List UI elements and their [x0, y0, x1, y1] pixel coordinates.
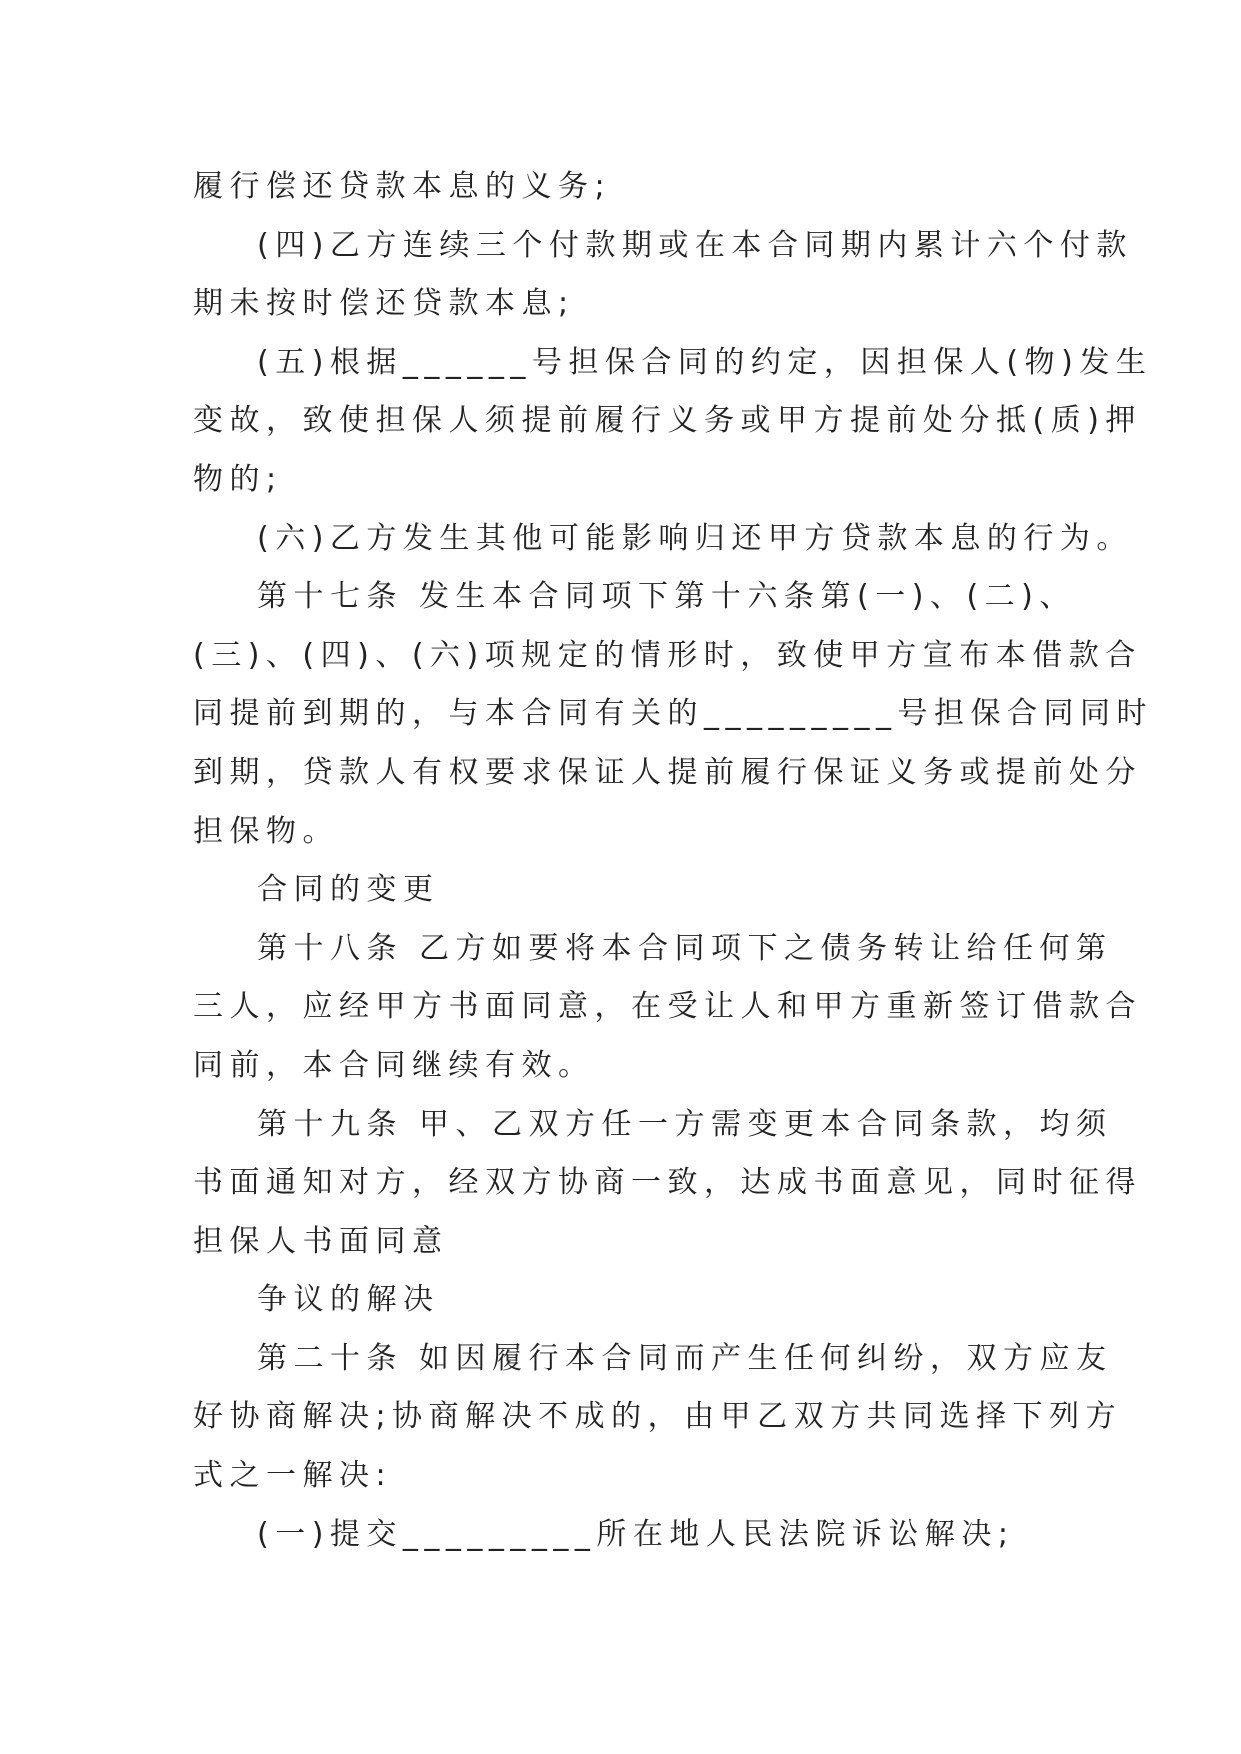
- text-line: 担保物。: [193, 813, 339, 849]
- text-line: 物的;: [193, 461, 283, 497]
- text-line: 三人，应经甲方书面同意，在受让人和甲方重新签订借款合: [193, 989, 1142, 1025]
- text-line: 第二十条 如因履行本合同而产生任何纠纷，双方应友: [257, 1340, 1113, 1376]
- text-line: (三)、(四)、(六)项规定的情形时，致使甲方宣布本借款合: [193, 637, 1142, 673]
- text-line: (一)提交_________所在地人民法院诉讼解决;: [257, 1516, 1015, 1552]
- text-line: 第十九条 甲、乙双方任一方需变更本合同条款，均须: [257, 1106, 1113, 1142]
- text-line: 到期，贷款人有权要求保证人提前履行保证义务或提前处分: [193, 754, 1142, 790]
- section-heading: 合同的变更: [257, 872, 440, 908]
- text-line: 同前，本合同继续有效。: [193, 1047, 595, 1083]
- text-line: 第十八条 乙方如要将本合同项下之债务转让给任何第: [257, 930, 1113, 966]
- text-line: 第十七条 发生本合同项下第十六条第(一)、(二)、: [257, 579, 1076, 615]
- text-line: 变故，致使担保人须提前履行义务或甲方提前处分抵(质)押: [193, 403, 1142, 439]
- text-line: 履行偿还贷款本息的义务;: [193, 169, 612, 204]
- text-line: 同提前到期的，与本合同有关的_________号担保合同同时: [193, 696, 1153, 732]
- contract-text: [193, 158, 1153, 1564]
- text-line: 好协商解决;协商解决不成的，由甲乙双方共同选择下列方: [193, 1399, 1123, 1435]
- section-heading: 争议的解决: [257, 1282, 440, 1318]
- text-line: (四)乙方连续三个付款期或在本合同期内累计六个付款: [257, 227, 1133, 263]
- text-line: 式之一解决:: [193, 1458, 393, 1494]
- text-line: 期未按时偿还贷款本息;: [193, 286, 575, 322]
- text-line: 担保人书面同意: [193, 1223, 449, 1259]
- text-line: (六)乙方发生其他可能影响归还甲方贷款本息的行为。: [257, 520, 1133, 556]
- text-line: 书面通知对方，经双方协商一致，达成书面意见，同时征得: [193, 1165, 1142, 1201]
- text-line: (五)根据______号担保合同的约定，因担保人(物)发生: [257, 344, 1153, 380]
